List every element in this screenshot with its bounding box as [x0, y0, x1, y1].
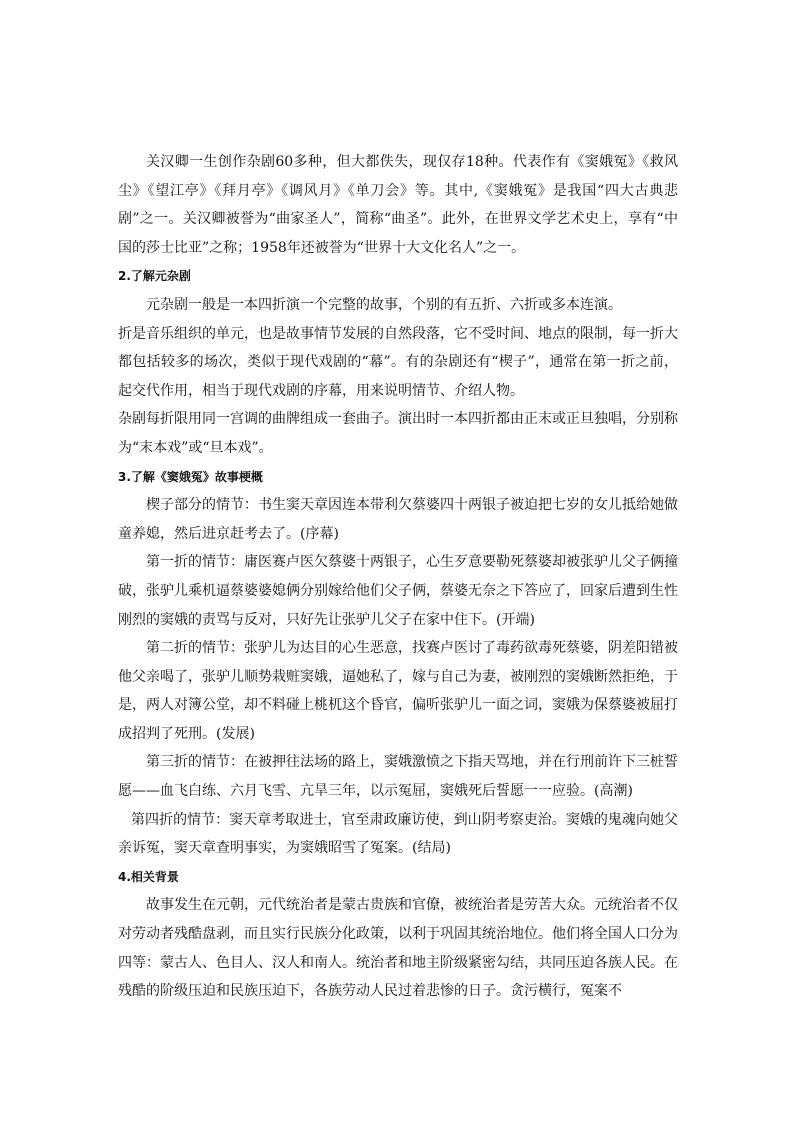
- paragraph-act-four: 第四折的情节：窦天章考取进士，官至肃政廉访使，到山阴考察吏治。窦娥的鬼魂向她父亲诉冤，窦天章查明事实，为窦娥昭雪了冤案。(结局): [118, 811, 678, 857]
- paragraph-xiezi: 楔子部分的情节：书生窦天章因连本带利欠蔡婆四十两银子被迫把七岁的女儿抵给她做童养媳，然后进京赶考去了。(序幕): [118, 497, 678, 542]
- paragraph-act-two: 第二折的情节：张驴儿为达目的心生恶意，找赛卢医讨了毒药欲毒死蔡婆，阴差阳错被他父亲喝了，张驴儿顺势栽赃窦娥，逼她私了，嫁与自己为妻，被刚烈的窦娥断然拒绝，于是，两人对簿公堂，却不料碰上桃杌这个昏官，偏听张驴儿一面之词，窦娥为保蔡婆被屈打成招判了死刑。(发展): [118, 640, 678, 742]
- paragraph-guan-hanqing: 关汉卿一生创作杂剧60多种，但大都佚失，现仅存18种。代表作有《窦娥冤》《救风尘》《望江亭》《拜月亭》《调风月》《单刀会》等。其中,《窦娥冤》是我国“四大古典悲剧”之一。关汉卿被誉为“曲家圣人”，简称“曲圣”。此外，在世界文学艺术史上，享有“中国的莎士比亚”之称；1958年还被誉为“世界十大文化名人”之一。: [118, 154, 678, 256]
- paragraph-act-three: 第三折的情节：在被押往法场的路上，窦娥激愤之下指天骂地，并在行刑前许下三桩誓愿——血飞白练、六月飞雪、亢旱三年，以示冤屈，窦娥死后誓愿一一应验。(高潮): [118, 754, 678, 800]
- paragraph-zaju-structure: 元杂剧一般是一本四折演一个完整的故事，个别的有五折、六折或多本连演。: [146, 296, 622, 313]
- document-page: [118, 148, 678, 1006]
- heading-learn-yuan-zaju: 2.了解元杂剧: [118, 269, 191, 284]
- paragraph-zhe-definition: 折是音乐组织的单元，也是故事情节发展的自然段落，它不受时间、地点的限制，每一折大都包括较多的场次，类似于现代戏剧的“幕”。有的杂剧还有“楔子”，通常在第一折之前，起交代作用，相当于现代戏剧的序幕，用来说明情节、介绍人物。: [118, 325, 678, 399]
- paragraph-act-one: 第一折的情节：庸医赛卢医欠蔡婆十两银子，心生歹意要勒死蔡婆却被张驴儿父子俩撞破，张驴儿乘机逼蔡婆婆媳俩分别嫁给他们父子俩，蔡婆无奈之下答应了，回家后遭到生性刚烈的窦娥的责骂与反对，只好先让张驴儿父子在家中住下。(开端): [118, 554, 678, 628]
- heading-background: 4.相关背景: [118, 869, 179, 884]
- paragraph-qupai: 杂剧每折限用同一宫调的曲牌组成一套曲子。演出时一本四折都由正末或正旦独唱，分别称为“末本戏”或“旦本戏”。: [118, 411, 678, 456]
- heading-story-summary: 3.了解《窦娥冤》故事梗概: [118, 469, 263, 484]
- paragraph-background: 故事发生在元朝，元代统治者是蒙古贵族和官僚，被统治者是劳苦大众。元统治者不仅对劳动者残酷盘剥，而且实行民族分化政策，以利于巩固其统治地位。他们将全国人口分为四等：蒙古人、色目人、汉人和南人。统治者和地主阶级紧密勾结，共同压迫各族人民。在残酷的阶级压迫和民族压迫下，各族劳动人民过着悲惨的日子。贪污横行，冤案不: [118, 897, 678, 1000]
